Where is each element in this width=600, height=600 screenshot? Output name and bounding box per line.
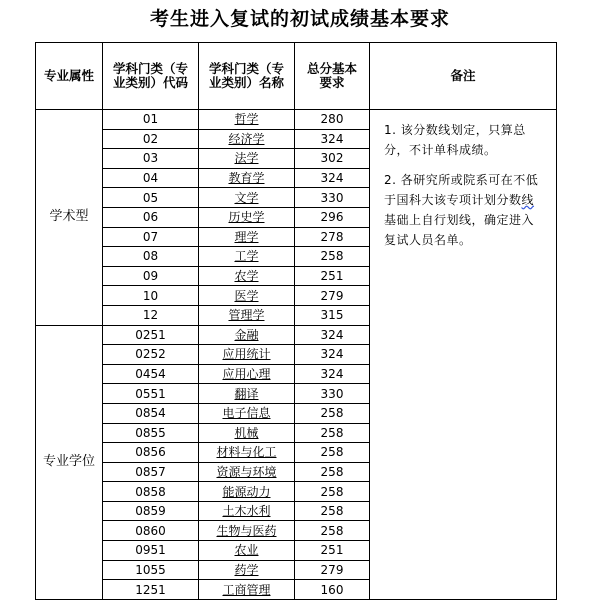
code-cell: 06: [103, 207, 199, 227]
code-cell: 0951: [103, 541, 199, 561]
score-cell: 302: [295, 149, 370, 169]
name-text: 工商管理: [222, 582, 271, 597]
name-text: 机械: [234, 425, 259, 440]
code-cell: 0859: [103, 501, 199, 521]
code-cell: 04: [103, 168, 199, 188]
code-cell: 0856: [103, 443, 199, 463]
table-header-row: [36, 43, 557, 110]
code-cell: 1055: [103, 560, 199, 580]
code-cell: 12: [103, 305, 199, 325]
name-cell: [199, 384, 295, 404]
name-cell: [199, 560, 295, 580]
note-item-2: [384, 170, 544, 250]
name-cell: [199, 482, 295, 502]
score-requirements-table: [35, 42, 557, 600]
name-cell: [199, 462, 295, 482]
code-cell: 0858: [103, 482, 199, 502]
name-text: 医学: [234, 288, 259, 303]
code-cell: 02: [103, 129, 199, 149]
code-cell: 0854: [103, 403, 199, 423]
name-cell: [199, 129, 295, 149]
score-cell: 251: [295, 266, 370, 286]
score-cell: 324: [295, 345, 370, 365]
name-text: 翻译: [234, 386, 259, 401]
name-text: 应用统计: [222, 347, 271, 362]
name-text: 农业: [234, 543, 259, 558]
header-score: 总分基本要求: [295, 43, 370, 110]
name-text: 文学: [234, 190, 259, 205]
code-cell: 03: [103, 149, 199, 169]
score-cell: 324: [295, 325, 370, 345]
header-note: 备注: [370, 43, 557, 110]
score-cell: 279: [295, 286, 370, 306]
name-cell: [199, 149, 295, 169]
code-cell: 0855: [103, 423, 199, 443]
code-cell: 0251: [103, 325, 199, 345]
name-cell: [199, 305, 295, 325]
table-row: [36, 110, 557, 130]
score-cell: 160: [295, 580, 370, 600]
name-text: 法学: [234, 151, 259, 166]
name-text: 农学: [234, 269, 259, 284]
name-text: 应用心理: [222, 367, 271, 382]
name-text: 管理学: [228, 308, 265, 323]
name-cell: [199, 345, 295, 365]
header-name: 学科门类（专业类别）名称: [199, 43, 295, 110]
name-text: 电子信息: [222, 406, 271, 421]
score-cell: 258: [295, 482, 370, 502]
note-item-2-text: 2. 各研究所或院系可在不低于国科大该专项计划分数: [384, 173, 539, 207]
code-cell: 0551: [103, 384, 199, 404]
name-text: 理学: [234, 229, 259, 244]
score-cell: 258: [295, 462, 370, 482]
name-cell: [199, 188, 295, 208]
note-item-2-underlined: 线: [521, 193, 535, 207]
category-cell: 学术型: [36, 110, 103, 326]
name-cell: [199, 580, 295, 600]
score-cell: 330: [295, 384, 370, 404]
name-text: 教育学: [228, 171, 265, 186]
code-cell: 10: [103, 286, 199, 306]
name-cell: [199, 423, 295, 443]
document-title: 考生进入复试的初试成绩基本要求: [149, 8, 450, 30]
name-text: 能源动力: [222, 484, 271, 499]
score-cell: 324: [295, 168, 370, 188]
name-text: 资源与环境: [216, 464, 277, 479]
name-text: 金融: [234, 327, 259, 342]
code-cell: 0860: [103, 521, 199, 541]
score-cell: 330: [295, 188, 370, 208]
code-cell: 0857: [103, 462, 199, 482]
name-cell: [199, 521, 295, 541]
code-cell: 05: [103, 188, 199, 208]
header-code: 学科门类（专业类别）代码: [103, 43, 199, 110]
name-cell: [199, 227, 295, 247]
name-text: 材料与化工: [216, 445, 277, 460]
score-cell: 258: [295, 521, 370, 541]
score-cell: 278: [295, 227, 370, 247]
name-text: 哲学: [234, 112, 259, 127]
name-cell: [199, 247, 295, 267]
note-cell: [370, 110, 557, 600]
score-cell: 296: [295, 207, 370, 227]
code-cell: 0454: [103, 364, 199, 384]
code-cell: 08: [103, 247, 199, 267]
name-cell: [199, 443, 295, 463]
name-cell: [199, 325, 295, 345]
name-cell: [199, 168, 295, 188]
score-cell: 258: [295, 501, 370, 521]
name-cell: [199, 403, 295, 423]
name-text: 历史学: [228, 210, 265, 225]
score-cell: 315: [295, 305, 370, 325]
name-text: 工学: [234, 249, 259, 264]
name-cell: [199, 286, 295, 306]
code-cell: 07: [103, 227, 199, 247]
name-text: 药学: [234, 562, 259, 577]
header-category: 专业属性: [36, 43, 103, 110]
score-cell: 258: [295, 423, 370, 443]
name-cell: [199, 207, 295, 227]
name-cell: [199, 110, 295, 130]
note-item-2-text-end: 基础上自行划线，确定进入复试人员名单。: [384, 213, 535, 247]
code-cell: 1251: [103, 580, 199, 600]
name-cell: [199, 541, 295, 561]
score-cell: 324: [295, 364, 370, 384]
name-text: 经济学: [228, 131, 265, 146]
score-cell: 279: [295, 560, 370, 580]
score-cell: 251: [295, 541, 370, 561]
name-text: 土木水利: [222, 504, 271, 519]
score-cell: 258: [295, 247, 370, 267]
code-cell: 09: [103, 266, 199, 286]
score-cell: 258: [295, 403, 370, 423]
note-item-1: 1. 该分数线划定，只算总分，不计单科成绩。: [384, 123, 526, 157]
name-text: 生物与医药: [216, 523, 277, 538]
code-cell: 0252: [103, 345, 199, 365]
category-cell: 专业学位: [36, 325, 103, 599]
score-cell: 324: [295, 129, 370, 149]
score-cell: 280: [295, 110, 370, 130]
name-cell: [199, 501, 295, 521]
score-cell: 258: [295, 443, 370, 463]
name-cell: [199, 266, 295, 286]
name-cell: [199, 364, 295, 384]
code-cell: 01: [103, 110, 199, 130]
